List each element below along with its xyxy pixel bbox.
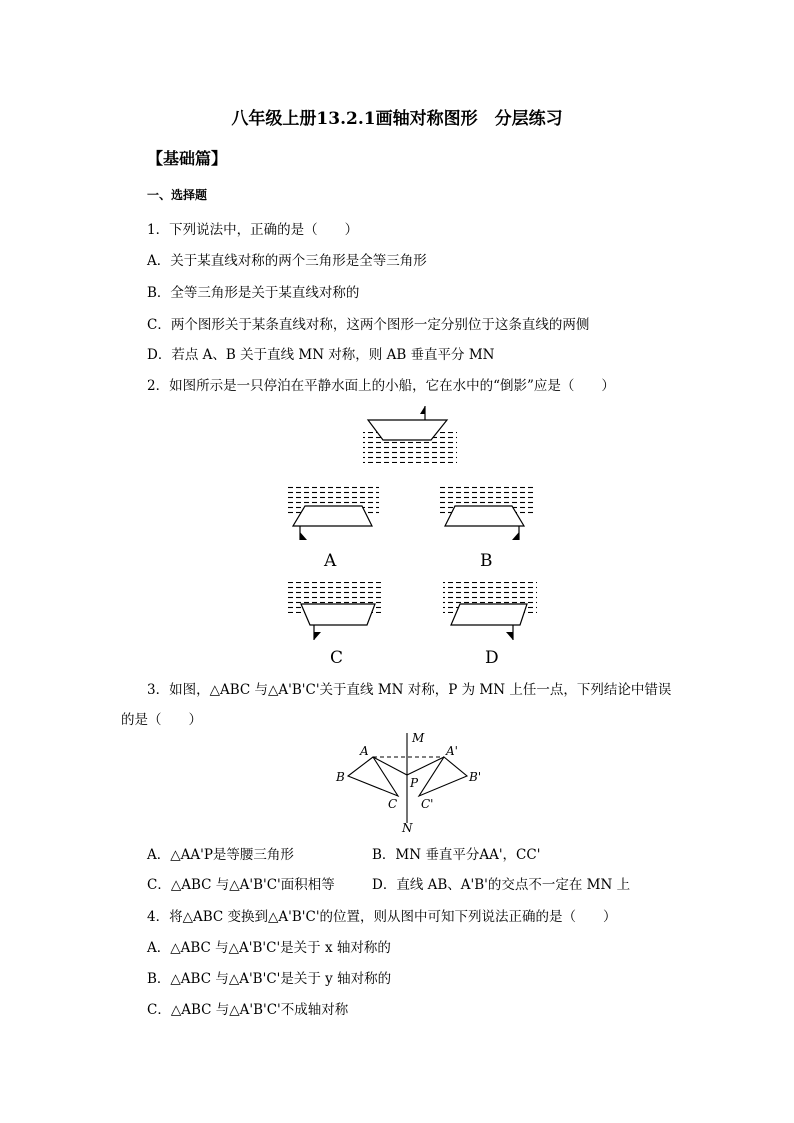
triangle-abc bbox=[348, 757, 398, 796]
label-a: A bbox=[360, 744, 369, 758]
q2-label-c: C bbox=[330, 648, 344, 668]
q3-stem-line2: 的是（ ） bbox=[121, 712, 202, 728]
section-heading: 【基础篇】 bbox=[147, 149, 228, 168]
q3-option-a: A．△AA'P是等腰三角形 bbox=[147, 847, 294, 863]
q2-label-b: B bbox=[480, 551, 493, 571]
q3-option-d: D．直线 AB、A'B'的交点不一定在 MN 上 bbox=[372, 877, 631, 893]
label-a-prime: A' bbox=[446, 744, 458, 758]
label-c-prime: C' bbox=[421, 797, 434, 811]
q2-label-a: A bbox=[324, 551, 337, 571]
q2-stem: 2．如图所示是一只停泊在平静水面上的小船，它在水中的“倒影”应是（ ） bbox=[147, 378, 615, 394]
label-m: M bbox=[412, 731, 425, 745]
q1-option-d: D．若点 A、B 关于直线 MN 对称，则 AB 垂直平分 MN bbox=[147, 347, 495, 363]
q4-stem: 4．将△ABC 变换到△A'B'C'的位置，则从图中可知下列说法正确的是（ ） bbox=[147, 909, 617, 925]
label-b: B bbox=[336, 770, 345, 784]
label-n: N bbox=[402, 821, 413, 835]
q1-option-a: A．关于某直线对称的两个三角形是全等三角形 bbox=[147, 253, 427, 269]
q1-stem: 1．下列说法中，正确的是（ ） bbox=[147, 222, 359, 238]
q3-stem-line1: 3．如图，△ABC 与△A'B'C'关于直线 MN 对称，P 为 MN 上任一点，下列结论中错误 bbox=[147, 682, 672, 698]
q1-option-c: C．两个图形关于某条直线对称，这两个图形一定分别位于这条直线的两侧 bbox=[147, 317, 590, 333]
page-title: 八年级上册13.2.1画轴对称图形 分层练习 bbox=[231, 109, 563, 129]
q4-option-a: A．△ABC 与△A'B'C'是关于 x 轴对称的 bbox=[147, 940, 391, 956]
q3-option-b: B．MN 垂直平分AA'，CC' bbox=[372, 847, 541, 863]
q4-option-b: B．△ABC 与△A'B'C'是关于 y 轴对称的 bbox=[147, 971, 392, 987]
q2-label-d: D bbox=[485, 648, 499, 668]
q4-option-c: C．△ABC 与△A'B'C'不成轴对称 bbox=[147, 1002, 349, 1018]
triangle-a-prime-b-prime-c-prime bbox=[419, 757, 467, 796]
label-c: C bbox=[388, 797, 398, 811]
subsection-heading: 一、选择题 bbox=[147, 188, 208, 202]
label-b-prime: B' bbox=[469, 770, 482, 784]
q3-option-c: C．△ABC 与△A'B'C'面积相等 bbox=[147, 877, 335, 893]
q1-option-b: B．全等三角形是关于某直线对称的 bbox=[147, 285, 360, 301]
label-p: P bbox=[410, 776, 419, 790]
